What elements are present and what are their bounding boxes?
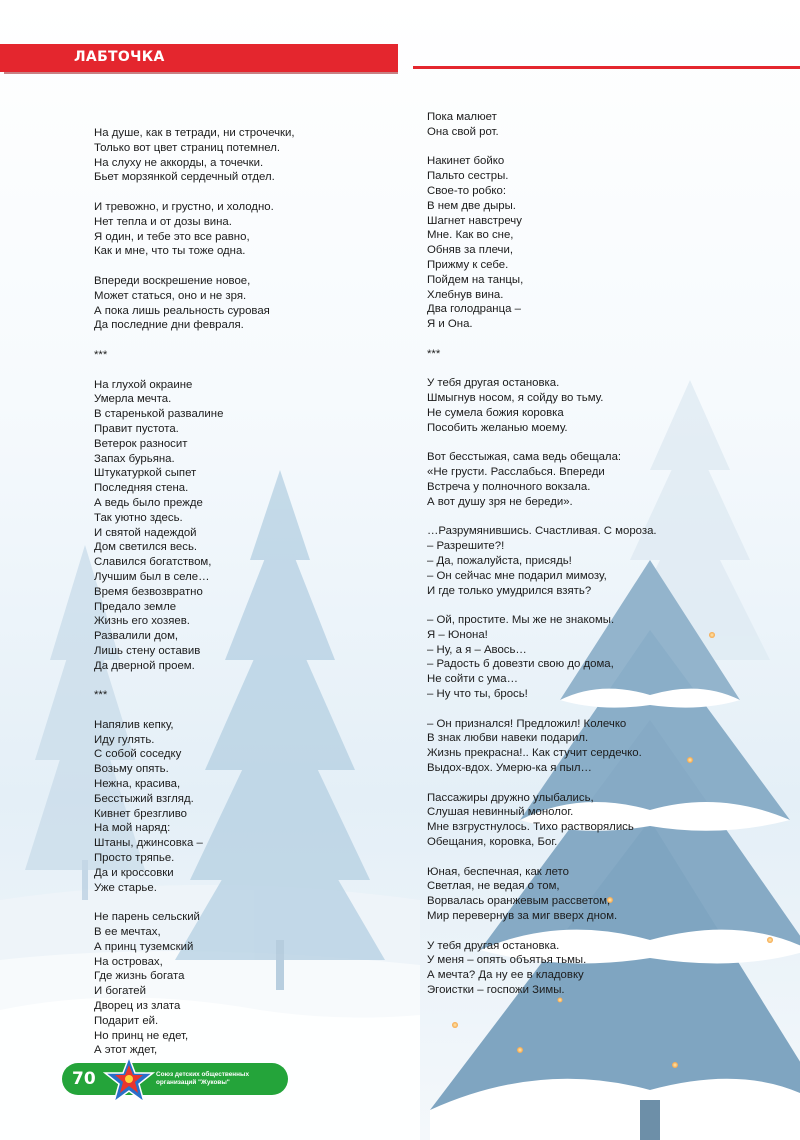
poem-line: И богатей bbox=[94, 985, 146, 998]
poem-line: А ведь было прежде bbox=[94, 496, 203, 509]
poem-line: – Ой, простите. Мы же не знакомы. bbox=[427, 614, 615, 627]
poem-line bbox=[427, 140, 657, 155]
poem-line: Она свой рот. bbox=[427, 125, 499, 138]
poem-line: Но принц не едет, bbox=[94, 1029, 189, 1042]
poem-column-right bbox=[427, 110, 657, 998]
poem-line: Бьет морзянкой сердечный отдел. bbox=[94, 171, 275, 184]
poem-line bbox=[427, 598, 657, 613]
poem-line: Мне. Как во сне, bbox=[427, 229, 514, 242]
poem-line: – Разрешите?! bbox=[427, 540, 505, 553]
poem-line: Дворец из злата bbox=[94, 1000, 181, 1013]
poem-line: А этот ждет, bbox=[94, 1044, 158, 1057]
poem-line: «Не грусти. Расслабься. Впереди bbox=[427, 466, 605, 479]
poem-line: Нежна, красива, bbox=[94, 778, 181, 791]
poem-line: Обещания, коровка, Бог. bbox=[427, 836, 558, 849]
poem-line: Просто тряпье. bbox=[94, 852, 175, 865]
poem-line: А принц туземский bbox=[94, 940, 194, 953]
poem-line: Накинет бойко bbox=[427, 155, 505, 168]
poem-line bbox=[427, 510, 657, 525]
poem-line: А пока лишь реальность суровая bbox=[94, 304, 270, 317]
poem-line: Мне взгрустнулось. Тихо растворялись bbox=[427, 821, 634, 834]
poem-line bbox=[427, 362, 657, 377]
poem-line: Пассажиры дружно улыбались, bbox=[427, 791, 594, 804]
poem-line: Мир перевернув за миг вверх дном. bbox=[427, 910, 618, 923]
poem-line: – Ну что ты, брось! bbox=[427, 688, 528, 701]
poem-line: Не парень сельский bbox=[94, 911, 200, 924]
poem-line: Я и Она. bbox=[427, 318, 473, 331]
poem-line: – Он сейчас мне подарил мимозу, bbox=[427, 569, 607, 582]
poem-line: Шагнет навстречу bbox=[427, 214, 522, 227]
poem-line: А вот душу зря не береди». bbox=[427, 495, 573, 508]
poem-line: – Он признался! Предложил! Колечко bbox=[427, 717, 627, 730]
org-line: организаций "Жуковы" bbox=[156, 1079, 230, 1086]
poem-line: В нем две дыры. bbox=[427, 199, 516, 212]
poem-line: Встреча у полночного вокзала. bbox=[427, 480, 591, 493]
poem-line: Выдох-вдох. Умерю-ка я пыл… bbox=[427, 762, 592, 775]
organization-name bbox=[156, 1071, 282, 1087]
header-rule bbox=[413, 66, 800, 69]
poem-line: В знак любви навеки подарил. bbox=[427, 732, 589, 745]
poem-line: В старенькой развалине bbox=[94, 408, 224, 421]
poem-line: Иду гулять. bbox=[94, 733, 155, 746]
poem-line: Развалили дом, bbox=[94, 630, 179, 643]
poem-line: На слуху не аккорды, а точечки. bbox=[94, 156, 264, 169]
poem-line: Последняя стена. bbox=[94, 482, 189, 495]
poem-line: Запах бурьяна. bbox=[94, 452, 175, 465]
poem-line: И тревожно, и грустно, и холодно. bbox=[94, 200, 274, 213]
poem-line: Светлая, не ведая о том, bbox=[427, 880, 560, 893]
poem-line: Да дверной проем. bbox=[94, 659, 195, 672]
poem-line: Предало земле bbox=[94, 600, 177, 613]
poem-line: – Радость б довезти свою до дома, bbox=[427, 658, 614, 671]
poem-line: На глухой окраине bbox=[94, 378, 193, 391]
poem-line: Пойдем на танцы, bbox=[427, 273, 524, 286]
poem-line: А мечта? Да ну ее в кладовку bbox=[427, 969, 584, 982]
poem-line: Свое-то робко: bbox=[427, 184, 507, 197]
poem-line: Два голодранца – bbox=[427, 303, 521, 316]
poem-line bbox=[94, 703, 295, 718]
poem-line: Лишь стену оставив bbox=[94, 644, 201, 657]
poem-line: Бесстыжий взгляд. bbox=[94, 792, 194, 805]
poem-line bbox=[94, 895, 295, 910]
poem-line: У тебя другая остановка. bbox=[427, 939, 560, 952]
poem-line: Эгоистки – госпожи Зимы. bbox=[427, 984, 565, 997]
poem-line: Шмыгнув носом, я сойду во тьму. bbox=[427, 392, 604, 405]
poem-line: Слушая невинный монолог. bbox=[427, 806, 574, 819]
header-bar bbox=[0, 44, 398, 72]
poem-line: На мой наряд: bbox=[94, 822, 171, 835]
poem-line: Ветерок разносит bbox=[94, 437, 188, 450]
poem-line bbox=[427, 924, 657, 939]
poem-line: Ворвалась оранжевым рассветом, bbox=[427, 895, 611, 908]
poem-line: Не сумела божия коровка bbox=[427, 406, 564, 419]
poem-line: Только вот цвет страниц потемнел. bbox=[94, 141, 281, 154]
poem-line: Штукатуркой сыпет bbox=[94, 467, 197, 480]
poem-line: Впереди воскрешение новое, bbox=[94, 274, 251, 287]
poem-line: И святой надеждой bbox=[94, 526, 197, 539]
poem-line: Вот бесстыжая, сама ведь обещала: bbox=[427, 451, 622, 464]
poem-line: Время безвозвратно bbox=[94, 585, 203, 598]
poem-line: Да последние дни февраля. bbox=[94, 319, 244, 332]
poem-line: …Разрумянившись. Счастливая. С мороза. bbox=[427, 525, 657, 538]
poem-line: Прижму к себе. bbox=[427, 258, 509, 271]
star-logo-icon bbox=[103, 1055, 155, 1105]
poem-line: На душе, как в тетради, ни строчечки, bbox=[94, 127, 295, 139]
poem-line: Пособить желанью моему. bbox=[427, 421, 568, 434]
poem-line bbox=[427, 850, 657, 865]
poem-line: Умерла мечта. bbox=[94, 393, 172, 406]
poem-line: В ее мечтах, bbox=[94, 926, 161, 939]
poem-line: Жизнь его хозяев. bbox=[94, 615, 190, 628]
poem-line: Нет тепла и от дозы вина. bbox=[94, 215, 232, 228]
poem-line: Напялив кепку, bbox=[94, 718, 174, 731]
poem-line: *** bbox=[427, 347, 441, 360]
section-title: ЛАБТОЧКА bbox=[74, 49, 165, 65]
poem-line: На островах, bbox=[94, 955, 163, 968]
page-number: 70 bbox=[72, 1069, 96, 1089]
poem-line: Хлебнув вина. bbox=[427, 288, 504, 301]
poem-line: У тебя другая остановка. bbox=[427, 377, 560, 390]
poem-line: Может статься, оно и не зря. bbox=[94, 289, 247, 302]
poem-line: С собой соседку bbox=[94, 748, 182, 761]
poem-line: Я – Юнона! bbox=[427, 628, 488, 641]
poem-line: Не сойти с ума… bbox=[427, 673, 518, 686]
poem-line: *** bbox=[94, 348, 108, 361]
poem-column-left bbox=[94, 126, 295, 1058]
poem-line: – Ну, а я – Авось… bbox=[427, 643, 527, 656]
poem-line: Пока малюет bbox=[427, 111, 497, 123]
poem-line bbox=[427, 776, 657, 791]
poem-line: Штаны, джинсовка – bbox=[94, 837, 203, 850]
poem-line: Возьму опять. bbox=[94, 763, 169, 776]
poem-line: Обняв за плечи, bbox=[427, 244, 514, 257]
poem-line bbox=[94, 363, 295, 378]
poem-line: Как и мне, что ты тоже одна. bbox=[94, 245, 246, 258]
poem-line bbox=[427, 436, 657, 451]
org-line: Союз детских общественных bbox=[156, 1071, 250, 1078]
poem-line: Уже старье. bbox=[94, 881, 157, 894]
poem-line bbox=[94, 185, 295, 200]
poem-line: И где только умудрился взять? bbox=[427, 584, 592, 597]
poem-line: Так уютно здесь. bbox=[94, 511, 183, 524]
poem-line: *** bbox=[94, 689, 108, 702]
poem-line: Жизнь прекрасна!.. Как стучит сердечко. bbox=[427, 747, 642, 760]
poem-line: Подарит ей. bbox=[94, 1014, 159, 1027]
poem-line: Да и кроссовки bbox=[94, 866, 174, 879]
poem-line: – Да, пожалуйста, присядь! bbox=[427, 554, 572, 567]
poem-line: Юная, беспечная, как лето bbox=[427, 865, 569, 878]
poem-line: Я один, и тебе это все равно, bbox=[94, 230, 250, 243]
poem-line: Кивнет брезгливо bbox=[94, 807, 188, 820]
poem-line: Славился богатством, bbox=[94, 556, 212, 569]
poem-line: У меня – опять объятья тьмы. bbox=[427, 954, 587, 967]
poem-line bbox=[427, 702, 657, 717]
poem-line: Лучшим был в селе… bbox=[94, 570, 210, 583]
poem-line: Где жизнь богата bbox=[94, 970, 185, 983]
poem-line: Пальто сестры. bbox=[427, 170, 509, 183]
poem-line: Дом светился весь. bbox=[94, 541, 198, 554]
poem-line bbox=[427, 332, 657, 347]
poem-line bbox=[94, 333, 295, 348]
poem-line bbox=[94, 673, 295, 688]
poem-line bbox=[94, 259, 295, 274]
poem-line: Правит пустота. bbox=[94, 422, 179, 435]
